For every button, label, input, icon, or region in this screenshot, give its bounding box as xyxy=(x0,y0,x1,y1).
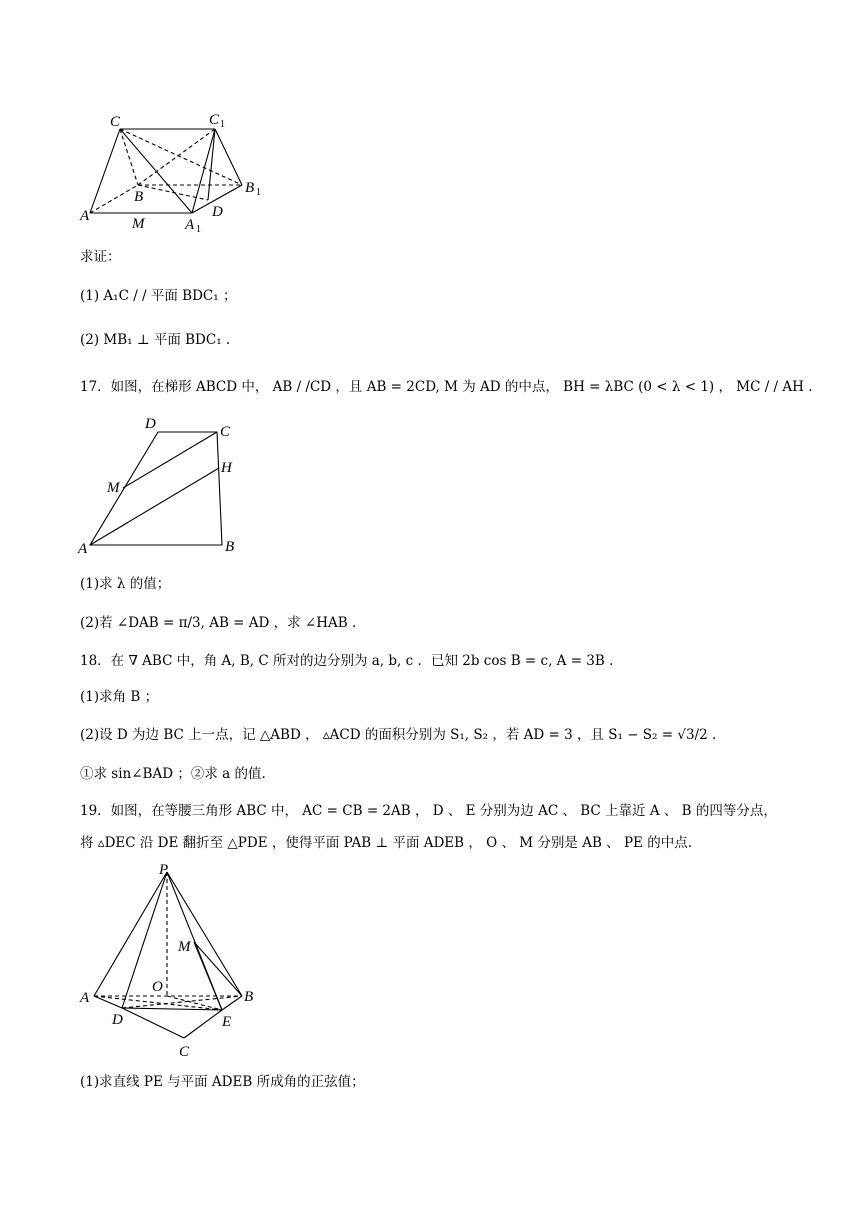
label-M: M xyxy=(132,216,145,232)
label-B: B xyxy=(244,989,254,1005)
label-M: M xyxy=(107,480,120,496)
edge-CB1 xyxy=(120,129,242,185)
label-A1-sub: 1 xyxy=(196,224,201,235)
edge-PA xyxy=(94,872,167,996)
problem18-subparts: ①求 sin∠BAD ；②求 a 的值. xyxy=(80,766,266,782)
proof-label: 求证： xyxy=(80,249,121,265)
problem18-part2: (2)设 D 为边 BC 上一点，记 △ABD ， ▵ACD 的面积分别为 S₁, S₂ ，若 AD = 3 ，且 S₁ − S₂ = √3/2 . xyxy=(80,727,717,743)
problem19-statement-line1: 19．如图，在等腰三角形 ABC 中， AC = CB = 2AB ， D 、 E 分别为边 AC 、 BC 上靠近 A 、 B 的四等分点， xyxy=(80,803,777,819)
segment-MB xyxy=(194,942,242,996)
problem18-statement: 18．在 ∇ ABC 中，角 A, B, C 所对的边分别为 a, b, c ．已知 2b cos B = c, A = 3B . xyxy=(80,653,614,669)
label-D: D xyxy=(112,1012,123,1028)
label-C: C xyxy=(220,424,231,440)
problem16-part2: (2) MB₁ ⊥ 平面 BDC₁ . xyxy=(80,332,231,348)
edge-CB xyxy=(120,129,138,185)
edge-EC xyxy=(184,1010,222,1038)
trapezoid-figure xyxy=(75,412,250,557)
label-C1: C xyxy=(209,112,220,128)
label-B1: B xyxy=(245,180,255,196)
label-E: E xyxy=(222,1014,232,1030)
label-M: M xyxy=(178,939,191,955)
edge-CA1 xyxy=(120,129,192,213)
edge-AB xyxy=(90,185,138,213)
problem17-statement: 17．如图，在梯形 ABCD 中， AB / /CD ，且 AB = 2CD, M 为 AD 的中点， BH = λBC (0 < λ < 1) ， MC / / AH . xyxy=(80,379,813,395)
prism-figure xyxy=(70,105,280,235)
problem17-part2: (2)若 ∠DAB = π/3, AB = AD ，求 ∠HAB . xyxy=(80,615,357,631)
edge-CA xyxy=(90,129,120,213)
label-H: H xyxy=(221,460,232,476)
label-O: O xyxy=(152,979,163,995)
segment-OE xyxy=(167,996,222,1010)
label-B: B xyxy=(225,539,235,555)
label-D: D xyxy=(212,204,223,220)
label-A1: A xyxy=(185,217,195,233)
pyramid-figure xyxy=(72,858,272,1068)
edge-C1D xyxy=(208,129,215,200)
edge-EB xyxy=(222,996,242,1010)
label-C: C xyxy=(179,1044,190,1060)
label-D: D xyxy=(145,416,156,432)
label-A: A xyxy=(80,990,90,1006)
problem16-part1: (1) A₁C / / 平面 BDC₁ ； xyxy=(80,288,237,304)
label-A: A xyxy=(80,208,90,224)
segment-AE xyxy=(94,996,222,1010)
problem17-part1: (1)求 λ 的值； xyxy=(80,576,171,592)
segment-DB xyxy=(122,996,242,1008)
edge-DC xyxy=(122,1008,184,1038)
segment-MC xyxy=(123,432,217,488)
edge-C1B1 xyxy=(215,129,242,185)
label-A: A xyxy=(78,541,88,557)
problem18-part1: (1)求角 B ； xyxy=(80,689,159,705)
problem19-part1: (1)求直线 PE 与平面 ADEB 所成角的正弦值； xyxy=(80,1074,365,1090)
problem19-statement-line2: 将 ▵DEC 沿 DE 翻折至 △PDE ，使得平面 PAB ⊥ 平面 ADEB ， O 、 M 分别是 AB 、 PE 的中点. xyxy=(80,835,692,851)
edge-PB xyxy=(167,872,242,996)
label-B: B xyxy=(134,189,144,205)
label-C1-sub: 1 xyxy=(220,119,225,130)
label-P: P xyxy=(159,862,169,878)
label-B1-sub: 1 xyxy=(256,187,261,198)
label-C: C xyxy=(110,114,121,130)
edge-BC1 xyxy=(138,129,215,185)
